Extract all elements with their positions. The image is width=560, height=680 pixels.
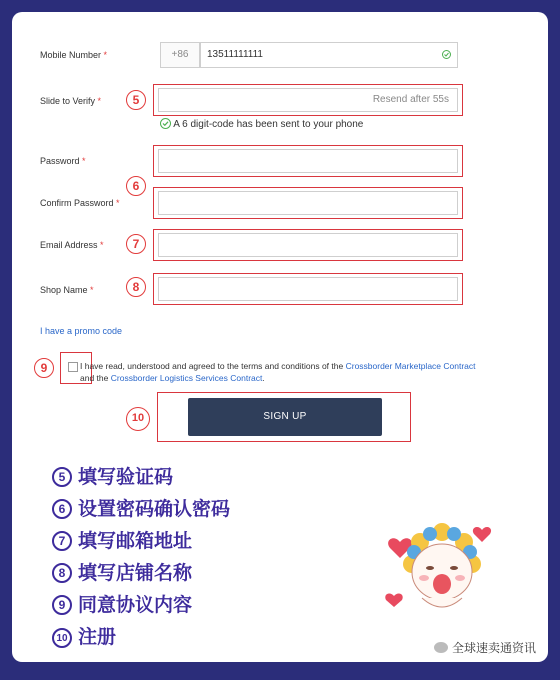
promo-code-link[interactable]: I have a promo code [40,326,123,336]
mobile-label: Mobile Number * [40,50,108,60]
marker-5: 5 [126,90,146,110]
marketplace-contract-link[interactable]: Crossborder Marketplace Contract [345,361,476,371]
shop-name-label: Shop Name * [40,285,94,295]
cartoon-sticker-image [382,512,502,622]
mobile-input[interactable]: 13511111111 [200,42,458,68]
password-input[interactable] [158,149,458,173]
email-label: Email Address * [40,240,104,250]
heart-icon [385,593,402,607]
email-input[interactable] [158,233,458,257]
marker-9: 9 [34,358,54,378]
legend-item-6: 6 设置密码确认密码 [52,494,230,521]
terms-checkbox[interactable] [68,362,78,372]
password-label: Password * [40,156,86,166]
legend-item-9: 9 同意协议内容 [52,590,192,617]
legend-item-5: 5 填写验证码 [52,462,173,489]
legend-item-8: 8 填写店铺名称 [52,558,192,585]
check-circle-icon [160,118,171,129]
legend-item-10: 10 注册 [52,622,116,649]
logistics-contract-link[interactable]: Crossborder Logistics Services Contract [110,373,263,383]
verify-code-input[interactable]: Resend after 55s [158,88,458,112]
heart-icon [473,527,491,542]
wechat-icon [434,642,448,653]
signup-card [12,12,548,662]
sign-up-button[interactable]: SIGN UP [188,398,382,436]
terms-text: I have read, understood and agreed to the terms and conditions of the Crossborder Marketplace Contract and the Crossborder Logistics Services Contract. [80,361,476,383]
country-code-select[interactable]: +86 [160,42,200,68]
marker-7: 7 [126,234,146,254]
marker-6: 6 [126,176,146,196]
marker-8: 8 [126,277,146,297]
shop-name-input[interactable] [158,277,458,301]
code-sent-message: A 6 digit-code has been sent to your phone [160,118,363,130]
watermark: 全球速卖通资讯 [434,639,536,656]
confirm-password-label: Confirm Password * [40,198,120,208]
marker-10: 10 [126,407,150,431]
legend-item-7: 7 填写邮箱地址 [52,526,192,553]
verify-label: Slide to Verify * [40,96,102,106]
check-circle-icon [442,50,451,59]
confirm-password-input[interactable] [158,191,458,215]
